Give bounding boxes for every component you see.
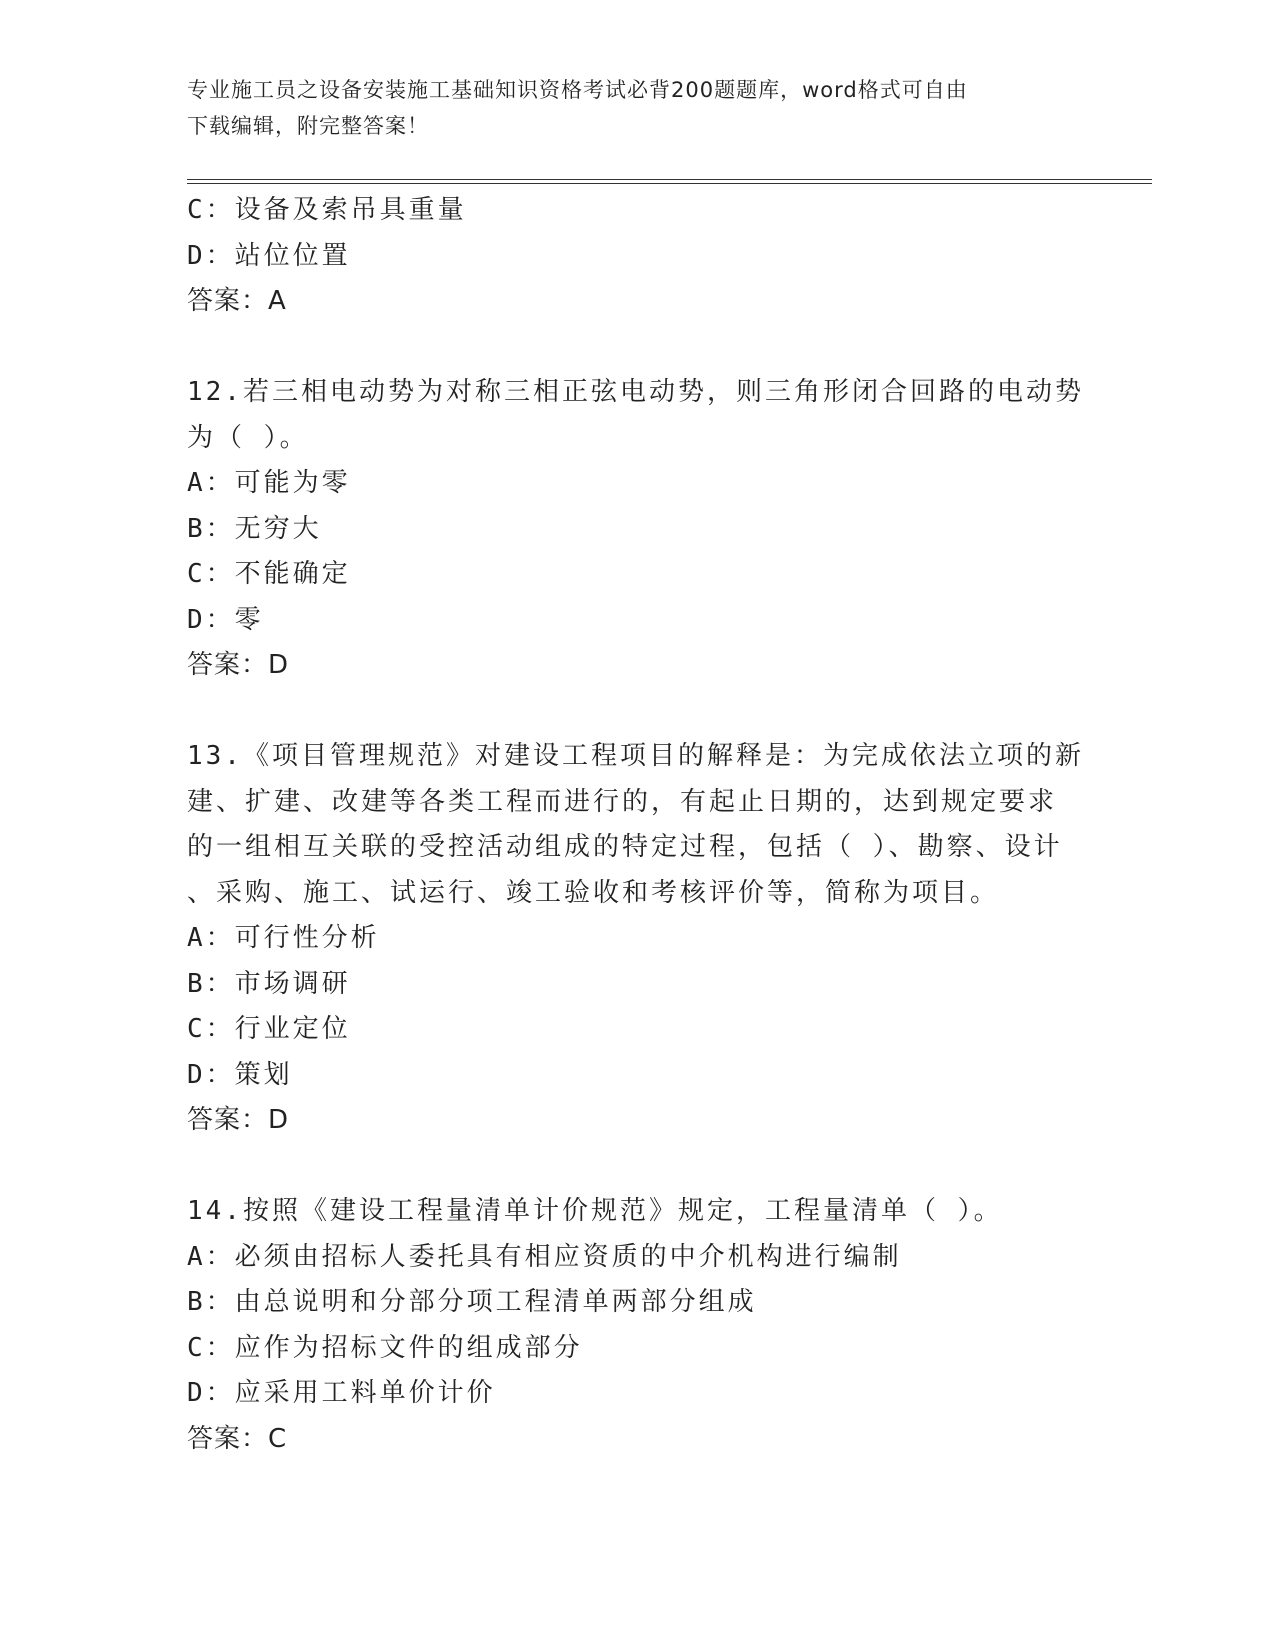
document-body [187,188,1087,1462]
option-b: B：无穷大 [187,513,322,544]
question-text-line: 13.《项目管理规范》对建设工程项目的解释是：为完成依法立项的新 [187,741,1084,771]
question-text-line: 14.按照《建设工程量清单计价规范》规定，工程量清单（ ）。 [187,1196,1003,1226]
question-text-line: 建、扩建、改建等各类工程而进行的，有起止日期的，达到规定要求 [187,786,1058,817]
question-14 [187,1189,1087,1462]
answer-line: 答案：D [187,1105,290,1135]
question-13 [187,734,1087,1144]
answer-line: 答案：C [187,1423,288,1454]
question-text-line: 12.若三相电动势为对称三相正弦电动势，则三角形闭合回路的电动势 [187,377,1084,407]
option-a: A：可能为零 [187,468,351,498]
answer-line: 答案：A [187,286,287,316]
option-b: B：市场调研 [187,968,351,999]
answer-line: 答案：D [187,650,290,680]
spacer [187,1144,1087,1190]
option-c: C：行业定位 [187,1014,351,1044]
spacer [187,689,1087,735]
option-d: D：应采用工料单价计价 [187,1378,496,1408]
header-divider-bottom [187,183,1152,184]
option-c: C：不能确定 [187,559,351,589]
option-c: C：设备及索吊具重量 [187,195,467,225]
document-header [187,72,1067,144]
option-b: B：由总说明和分部分项工程清单两部分组成 [187,1287,757,1317]
question-text-line: 的一组相互关联的受控活动组成的特定过程，包括（ ）、勘察、设计 [187,832,1063,862]
question-11-continued [187,188,1087,325]
option-a: A：可行性分析 [187,923,380,953]
header-divider-top [187,179,1152,180]
question-text-line: 、采购、施工、试运行、竣工验收和考核评价等，简称为项目。 [187,877,1000,908]
header-line-2: 下载编辑，附完整答案！ [187,114,429,138]
option-a: A：必须由招标人委托具有相应资质的中介机构进行编制 [187,1241,902,1272]
header-line-1: 专业施工员之设备安装施工基础知识资格考试必背200题题库，word格式可自由 [187,78,968,102]
option-d: D：零 [187,604,264,635]
spacer [187,325,1087,371]
question-12 [187,370,1087,689]
option-d: D：策划 [187,1059,293,1090]
option-d: D：站位位置 [187,240,351,271]
option-c: C：应作为招标文件的组成部分 [187,1332,583,1363]
question-text-line: 为（ ）。 [187,422,309,453]
